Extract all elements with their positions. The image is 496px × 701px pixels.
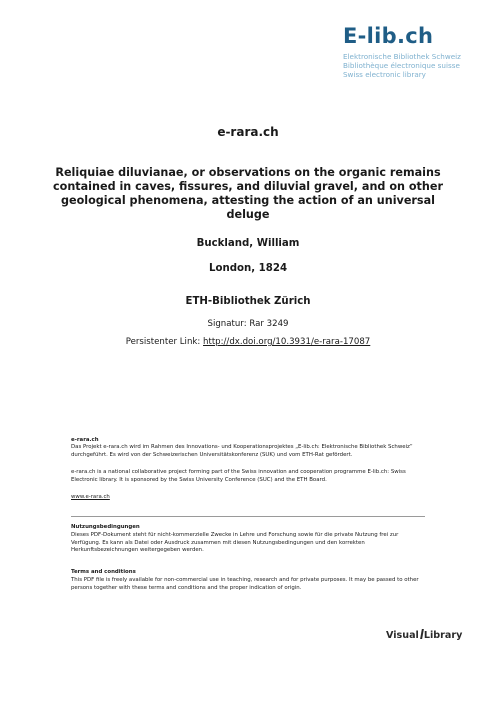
- info-heading: e-rara.ch: [71, 437, 99, 443]
- persistent-link-label: Persistenter Link:: [125, 337, 203, 347]
- site-name: e-rara.ch: [217, 125, 279, 139]
- info-url[interactable]: www.e-rara.ch: [71, 494, 110, 500]
- visual-library-part1: Visual: [386, 630, 419, 641]
- persistent-link-url[interactable]: http://dx.doi.org/10.3931/e-rara-17087: [203, 337, 371, 347]
- terms-text-en: This PDF file is freely available for non-commercial use in teaching, research and for private purposes. It may be passed to other persons together with these terms and conditions and the proper indication of origin.: [71, 577, 419, 591]
- visual-library-part2: Library: [423, 630, 463, 641]
- info-text-de: Das Projekt e-rara.ch wird im Rahmen des Innovations- und Kooperationsprojektes „E-lib.ch: Elektronische Bibliothek Schweiz“ durchgeführt. Es wird von der Schweizerischen Universitätskonferenz (SUK) und vom ETH-Rat gefördert.: [71, 444, 413, 458]
- terms-heading-de: Nutzungsbedingungen: [71, 524, 140, 530]
- elib-tagline-de: Elektronische Bibliothek Schweiz: [343, 52, 461, 61]
- document-title: Reliquiae diluvianae, or observations on the organic remains contained in caves, fissures, and diluvial gravel, and on other geological phenomena, attesting the action of an universal deluge: [53, 166, 443, 221]
- elib-tagline-fr: Bibliothèque électronique suisse: [343, 61, 460, 70]
- visual-library-logo: [386, 629, 462, 641]
- elib-taglines: [343, 52, 483, 79]
- signatur: Signatur: Rar 3249: [207, 319, 289, 329]
- elib-brand: E-lib.ch: [343, 24, 434, 48]
- divider: [71, 516, 425, 517]
- elib-logo: [343, 24, 483, 79]
- terms-heading-en: Terms and conditions: [71, 569, 136, 575]
- elib-tagline-en: Swiss electronic library: [343, 70, 426, 79]
- persistent-link: [0, 337, 496, 347]
- author: Buckland, William: [196, 238, 300, 249]
- place-date: London, 1824: [208, 263, 288, 274]
- terms-text-de: Dieses PDF-Dokument steht für nicht-kommerzielle Zwecke in Lehre und Forschung sowie für die private Nutzung frei zur Verfügung. Es kann als Datei oder Ausdruck zusammen mit diesen Nutzungsbedingungen und den korrekten Herkunftsbezeichnungen weitergegeben werden.: [71, 532, 399, 554]
- library-name: ETH-Bibliothek Zürich: [185, 296, 311, 307]
- info-text-en: e-rara.ch is a national collaborative project forming part of the Swiss innovation and cooperation programme E-lib.ch: Swiss Electronic library. It is sponsored by the Swiss University Conference (SUC) and the ETH Board.: [71, 469, 406, 483]
